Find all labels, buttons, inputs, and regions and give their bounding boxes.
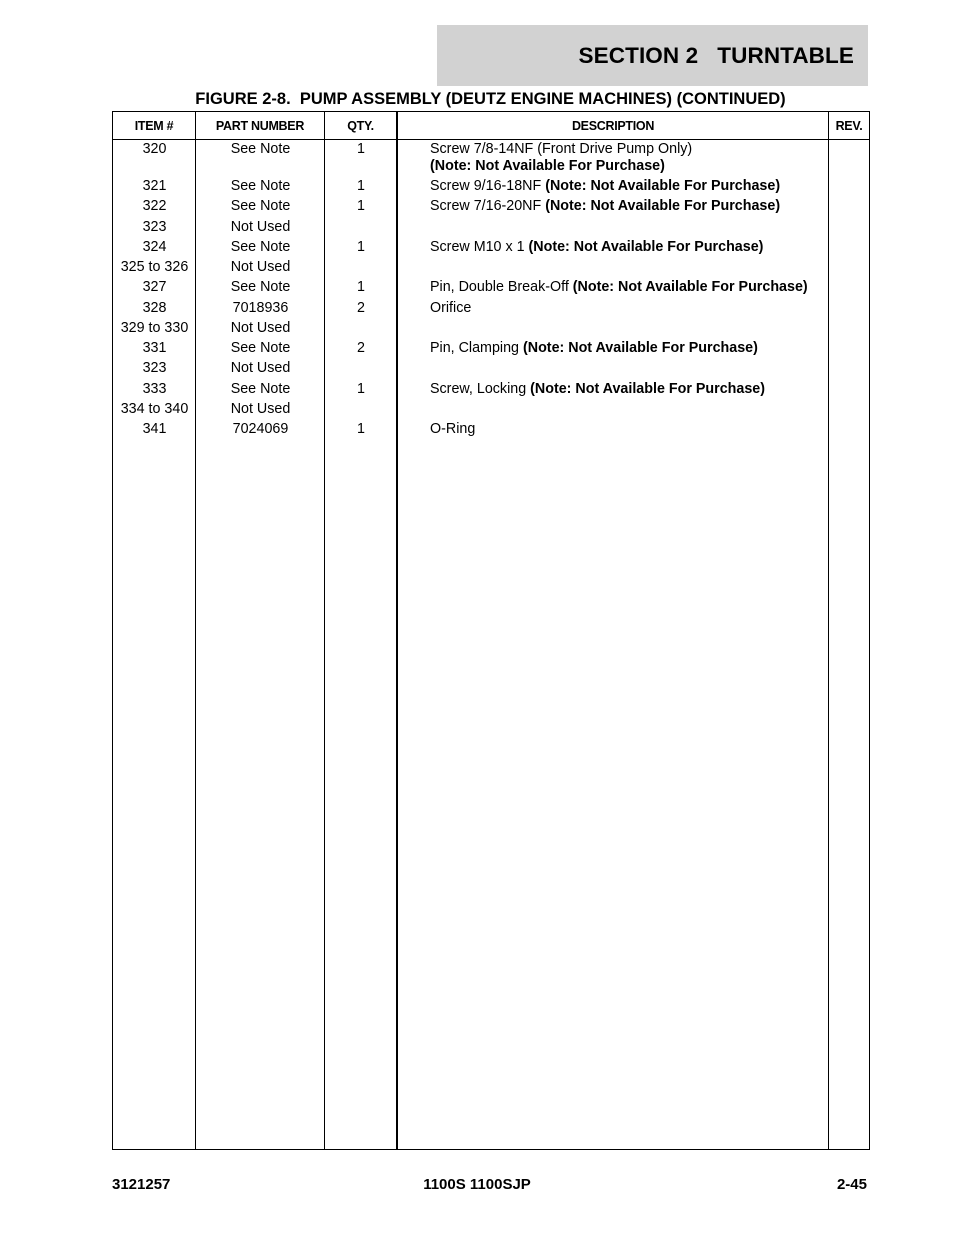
- description: [430, 421, 475, 438]
- part-number: 7024069: [232, 421, 289, 437]
- purchase-note: (Note: Not Available For Purchase): [572, 279, 808, 295]
- col-header-item: ITEM #: [134, 118, 174, 133]
- description: [430, 381, 765, 398]
- description: [430, 178, 780, 195]
- figure-title: FIGURE 2-8. PUMP ASSEMBLY (DEUTZ ENGINE MACHINES) (CONTINUED): [195, 90, 786, 108]
- quantity: 1: [357, 381, 365, 397]
- item-number: 331: [142, 340, 167, 356]
- part-number: See Note: [230, 178, 291, 194]
- header-divider: [113, 139, 869, 140]
- quantity: 2: [357, 300, 365, 316]
- quantity: 2: [357, 340, 365, 356]
- description-text: Screw 7/16-20NF: [430, 198, 546, 214]
- col-header-qty: QTY.: [347, 118, 374, 133]
- part-number: Not Used: [230, 219, 291, 235]
- item-number: 333: [142, 381, 167, 397]
- description-text: Screw 7/8-14NF (Front Drive Pump Only): [430, 141, 693, 157]
- quantity: 1: [357, 279, 365, 295]
- col-header-rev: REV.: [835, 118, 863, 133]
- item-number: 327: [142, 279, 167, 295]
- footer-page-number: 2-45: [836, 1176, 867, 1193]
- description: [430, 340, 758, 357]
- description-text: Screw 9/16-18NF: [430, 178, 546, 194]
- part-number: See Note: [230, 340, 291, 356]
- purchase-note: (Note: Not Available For Purchase): [528, 239, 764, 255]
- part-number: Not Used: [230, 360, 291, 376]
- description: [430, 239, 763, 256]
- item-number: 329 to 330: [120, 320, 189, 336]
- description: [430, 279, 808, 296]
- description-text: O-Ring: [430, 421, 476, 437]
- section-header: [437, 25, 868, 86]
- description-text: Pin, Double Break-Off: [430, 279, 573, 295]
- item-number: 323: [142, 360, 167, 376]
- purchase-note: (Note: Not Available For Purchase): [522, 340, 758, 356]
- part-number: See Note: [230, 198, 291, 214]
- part-number: See Note: [230, 239, 291, 255]
- footer-doc-number: 3121257: [112, 1176, 171, 1193]
- part-number: 7018936: [232, 300, 289, 316]
- description: [430, 141, 692, 175]
- column-divider: [828, 112, 829, 1149]
- quantity: 1: [357, 421, 365, 437]
- purchase-note: (Note: Not Available For Purchase): [545, 198, 781, 214]
- purchase-note: (Note: Not Available For Purchase): [430, 158, 665, 174]
- quantity: 1: [357, 198, 365, 214]
- description-text: Pin, Clamping: [430, 340, 523, 356]
- description: [430, 300, 471, 317]
- part-number: Not Used: [230, 401, 291, 417]
- item-number: 322: [142, 198, 167, 214]
- description-text: Orifice: [430, 300, 472, 316]
- description-text: Screw, Locking: [430, 381, 531, 397]
- item-number: 323: [142, 219, 167, 235]
- col-header-description: DESCRIPTION: [571, 118, 655, 133]
- part-number: Not Used: [230, 320, 291, 336]
- purchase-note: (Note: Not Available For Purchase): [530, 381, 766, 397]
- col-header-part-number: PART NUMBER: [215, 118, 305, 133]
- item-number: 320: [142, 141, 167, 157]
- item-number: 341: [142, 421, 167, 437]
- part-number: See Note: [230, 381, 291, 397]
- quantity: 1: [357, 239, 365, 255]
- item-number: 324: [142, 239, 167, 255]
- description-text: Screw M10 x 1: [430, 239, 529, 255]
- description: [430, 198, 780, 215]
- item-number: 321: [142, 178, 167, 194]
- part-number: See Note: [230, 141, 291, 157]
- section-title: SECTION 2 TURNTABLE: [578, 42, 854, 68]
- purchase-note: (Note: Not Available For Purchase): [545, 178, 781, 194]
- quantity: 1: [357, 141, 365, 157]
- parts-table: [112, 111, 870, 1150]
- item-number: 328: [142, 300, 167, 316]
- part-number: Not Used: [230, 259, 291, 275]
- item-number: 334 to 340: [120, 401, 189, 417]
- footer-model: 1100S 1100SJP: [423, 1176, 531, 1193]
- part-number: See Note: [230, 279, 291, 295]
- quantity: 1: [357, 178, 365, 194]
- item-number: 325 to 326: [120, 259, 189, 275]
- column-divider: [397, 112, 398, 1149]
